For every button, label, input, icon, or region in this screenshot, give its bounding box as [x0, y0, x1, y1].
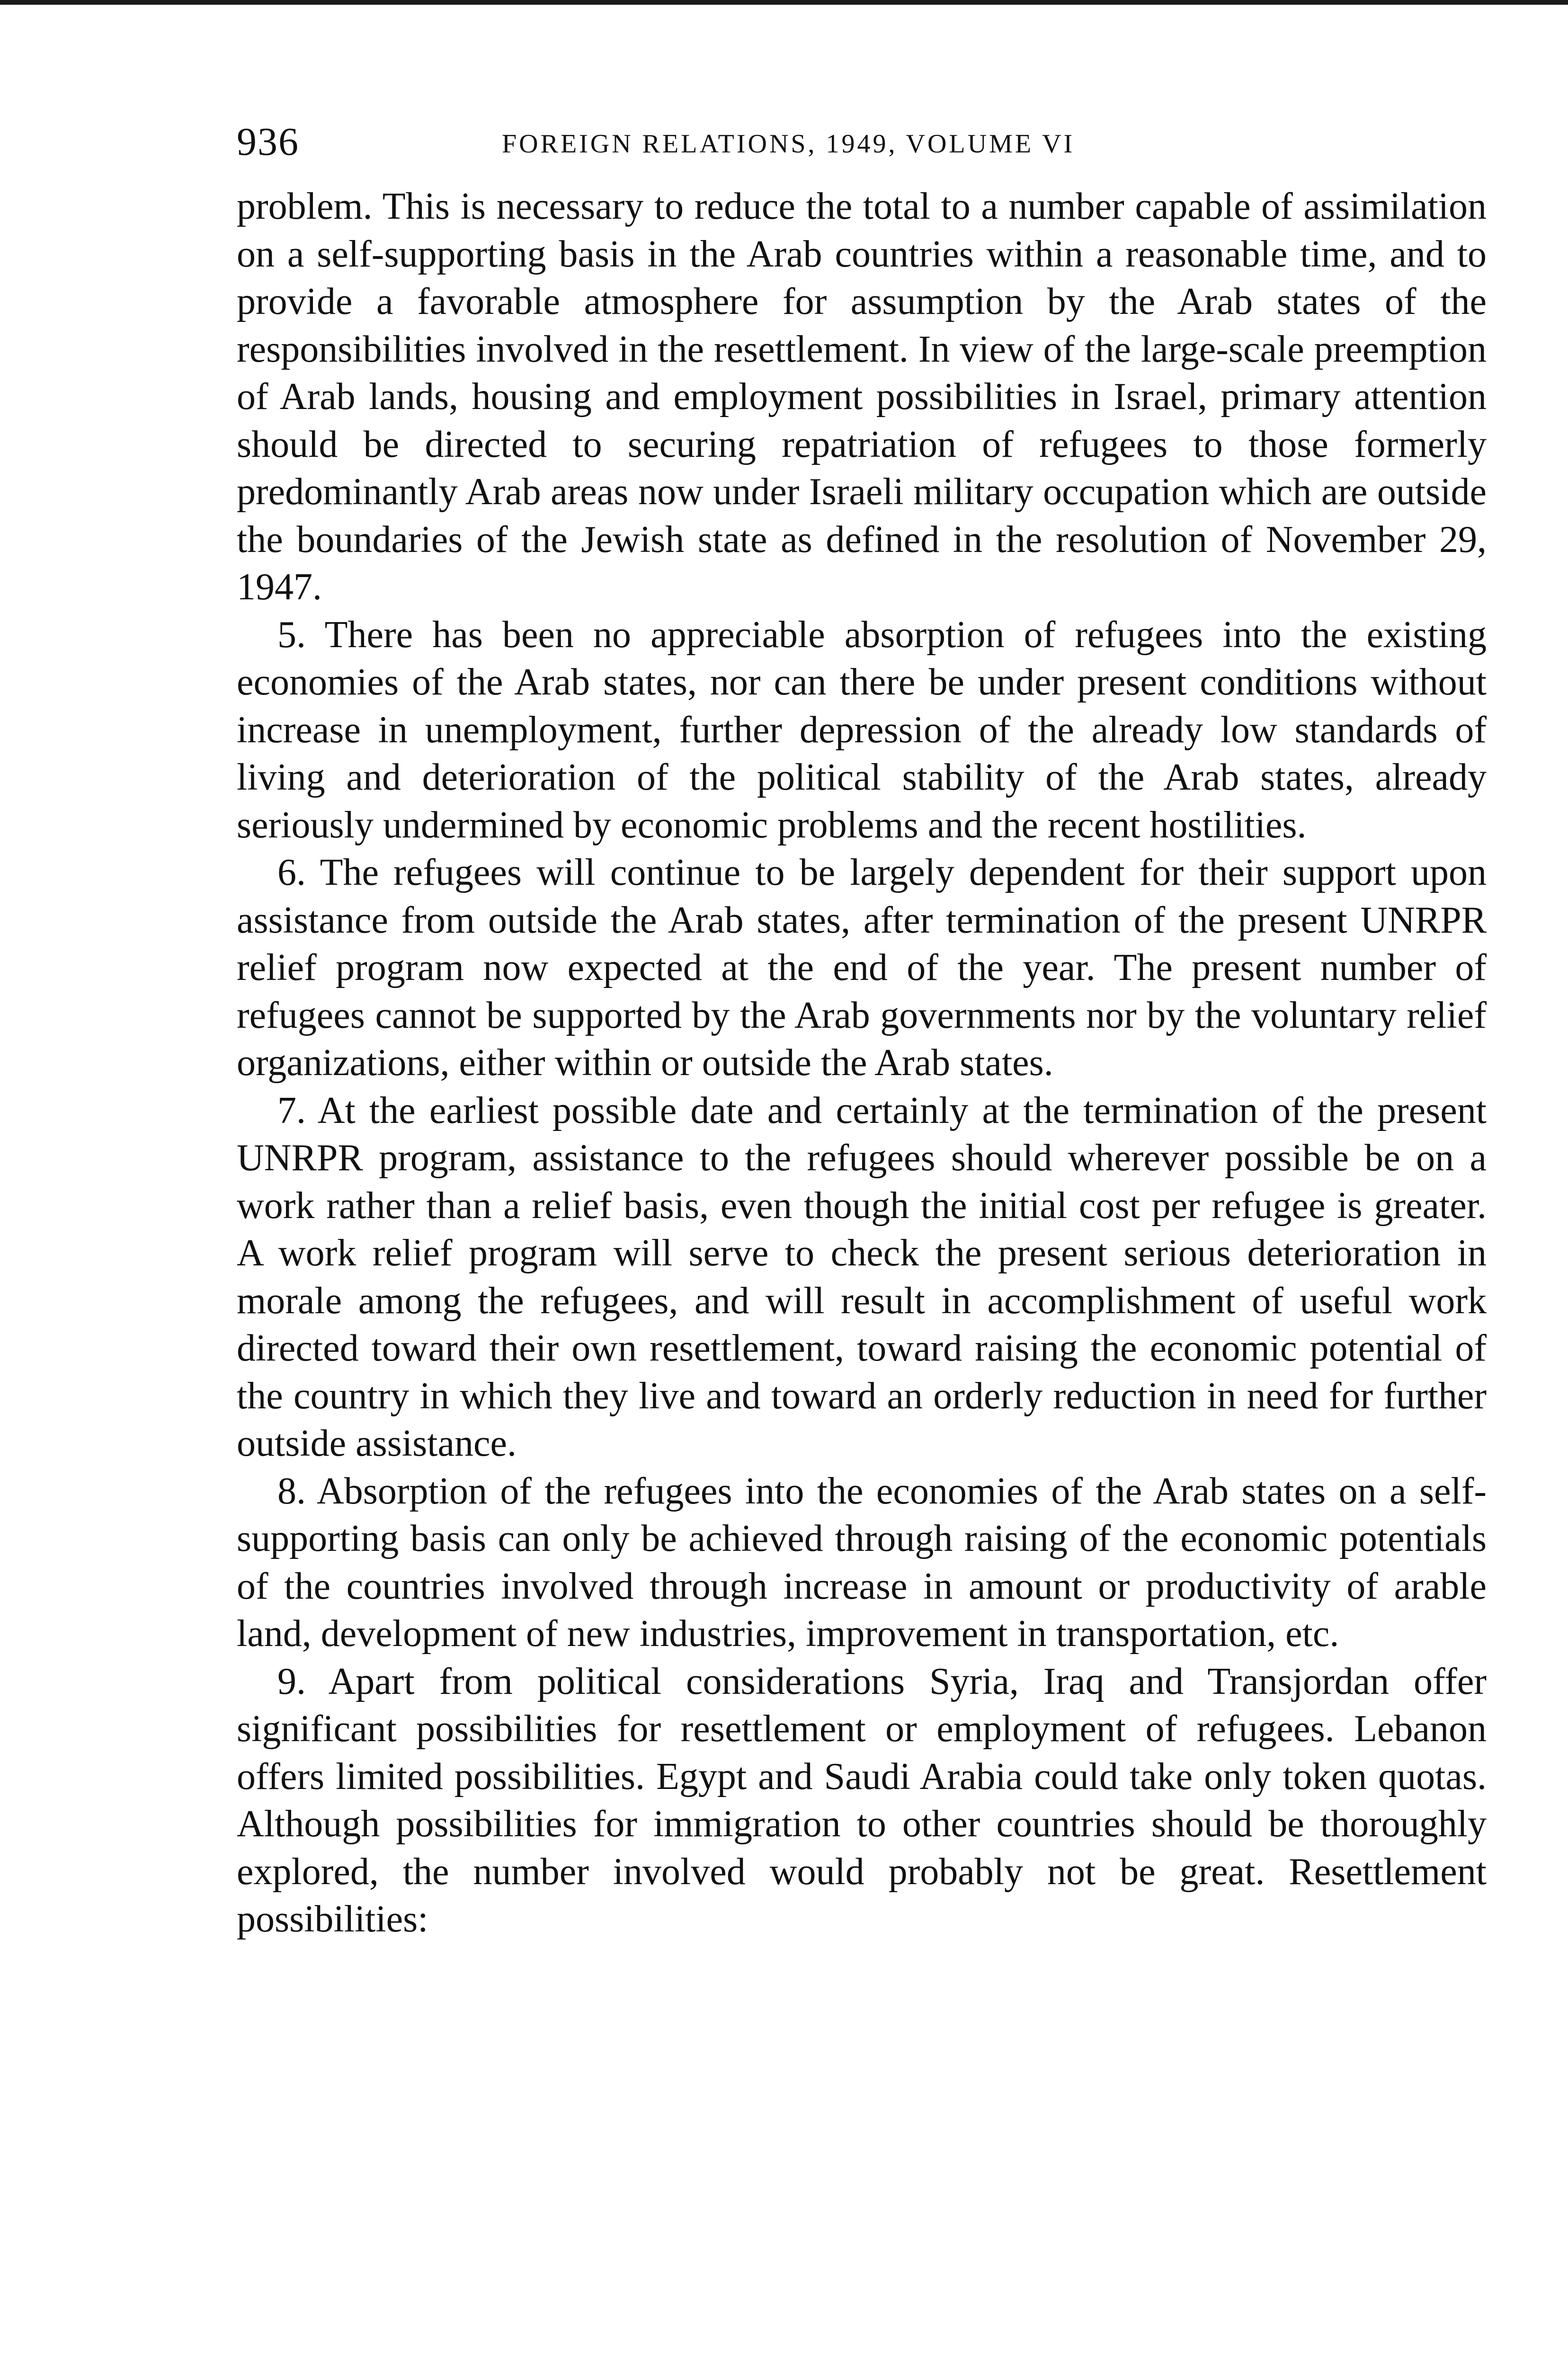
paragraph-continuation: problem. This is necessary to reduce the total to a number capable of assimilation on a self-supporting basis in the Arab countries within a reasonable time, and to provide a favorable atmosphere for assumption by the Arab states of the responsibilities involved in the resettlement. In view of the large-scale preemption of Arab lands, housing and employment possibilities in Israel, primary attention should be directed to securing repatriation of refugees to those formerly predominantly Arab areas now under Israeli military occupation which are outside the boundaries of the Jewish state as defined in the resolution of November 29, 1947. — [237, 186, 1487, 608]
paragraph-point-7: 7. At the earliest possible date and certainly at the termination of the present UNRPR program, assistance to the refugees should wherever possible be on a work rather than a relief basis, even though the initial cost per refugee is greater. A work relief program will serve to check the present serious deterioration in morale among the refugees, and will result in accomplishment of useful work directed toward their own resettlement, toward raising the economic potential of the country in which they live and toward an orderly reduction in need for further outside assistance. — [237, 1089, 1487, 1464]
paragraph-point-9: 9. Apart from political considerations Syria, Iraq and Transjordan offer significant possibilities for resettlement or employment of refugees. Lebanon offers limited possibilities. Egypt and Saudi Arabia could take only token quotas. Although possibilities for immigration to other countries should be thoroughly explored, the number involved would probably not be great. Resettlement possibilities: — [237, 1660, 1487, 1940]
paragraph-point-6: 6. The refugees will continue to be largely dependent for their support upon assistance from outside the Arab states, after termination of the present UNRPR relief program now expected at the end of the year. The present number of refugees cannot be supported by the Arab governments nor by the voluntary relief organizations, either within or outside the Arab states. — [237, 852, 1487, 1084]
paragraph-point-5: 5. There has been no appreciable absorption of refugees into the existing economies of the Arab states, nor can there be under present conditions without increase in unemployment, further depression of the already low standards of living and deterioration of the political stability of the Arab states, already seriously undermined by economic problems and the recent hostilities. — [237, 614, 1487, 846]
page-number: 936 — [237, 120, 299, 164]
body-text — [237, 183, 1487, 1943]
document-page — [237, 118, 1487, 1943]
page-header — [237, 118, 1487, 170]
top-border — [0, 0, 1568, 5]
running-head: FOREIGN RELATIONS, 1949, VOLUME VI — [502, 129, 1075, 159]
paragraph-point-8: 8. Absorption of the refugees into the economies of the Arab states on a self-supporting basis can only be achieved through raising of the economic potentials of the countries involved through increase in amount or productivity of arable land, development of new industries, improvement in transportation, etc. — [237, 1470, 1487, 1655]
